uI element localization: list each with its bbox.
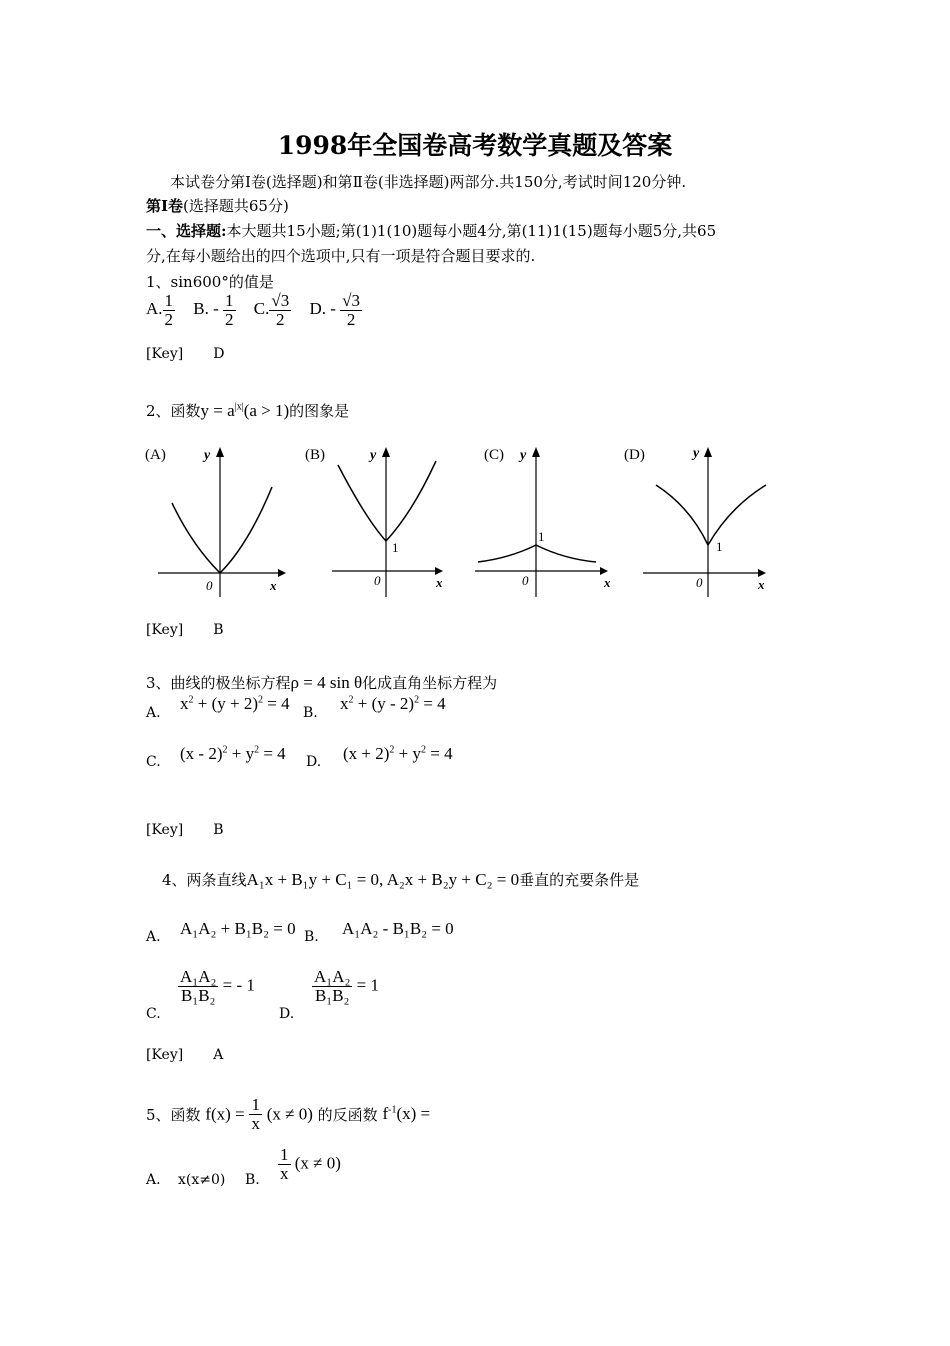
q3-option-b: $x^2 + (y - 2)^2 = 4$ bbox=[340, 694, 446, 713]
q4-label-c: C. bbox=[146, 1006, 161, 1022]
graph-c-x-label: x bbox=[604, 575, 611, 590]
graph-c-y-arrow bbox=[532, 447, 540, 457]
graph-b bbox=[305, 447, 443, 597]
graph-d-mark: 1 bbox=[716, 539, 723, 554]
graph-d-x-arrow bbox=[758, 569, 766, 577]
graph-d-y-arrow bbox=[704, 447, 712, 457]
q3-label-a: A. bbox=[146, 705, 161, 721]
graph-b-y-arrow bbox=[382, 447, 390, 457]
graph-a-y-label: y bbox=[204, 448, 211, 463]
part1-heading bbox=[146, 195, 289, 216]
q2-stem: 2、函数$y = a^{|x|}(a > 1)$的图象是 bbox=[146, 401, 350, 420]
q5-stem: 5、函数 f(x) = $\frac{1}{x}$ (x ≠ 0) 的反函数 $f^{-1}(x)$ = bbox=[146, 1095, 431, 1133]
q4-key: [Key] A bbox=[146, 1047, 224, 1063]
graph-d-label: (D) bbox=[624, 447, 645, 463]
section1-line2: 分,在每小题给出的四个选项中,只有一项是符合题目要求的. bbox=[146, 247, 536, 265]
q3-option-d: $(x + 2)^2 + y^2 = 4$ bbox=[343, 744, 453, 763]
graph-a bbox=[145, 447, 286, 597]
graph-b-curve bbox=[338, 461, 436, 541]
section1-desc1: 本大题共15小题;第(1)1(10)题每小题4分,第(11)1(15)题每小题5分,共65 bbox=[226, 222, 717, 240]
intro-text: 本试卷分第Ⅰ卷(选择题)和第Ⅱ卷(非选择题)两部分.共150分,考试时间120分钟. bbox=[170, 173, 687, 191]
q2-graphs bbox=[140, 435, 780, 605]
q3-stem: 3、曲线的极坐标方程ρ = 4 sin θ化成直角坐标方程为 bbox=[146, 673, 498, 692]
q5-label-b: B. bbox=[245, 1172, 260, 1188]
q4-label-d: D. bbox=[279, 1006, 295, 1022]
q4-stem: 4、两条直线A₁x + B₁y + C₁ = 0, A₂x + B₂y + C₂ = 0垂直的充要条件是 bbox=[162, 870, 640, 889]
graph-a-y-arrow bbox=[216, 447, 224, 457]
graph-d bbox=[624, 446, 766, 597]
q1-key: [Key] D bbox=[146, 346, 225, 362]
graph-b-x-label: x bbox=[436, 575, 443, 590]
graph-b-mark: 1 bbox=[392, 540, 399, 555]
q1-option-c: C. $\frac{√3}{2}$ bbox=[253, 291, 290, 329]
graph-b-label: (B) bbox=[305, 447, 325, 463]
graph-b-x-arrow bbox=[435, 567, 443, 575]
q4-label-b: B. bbox=[304, 929, 319, 945]
graph-c-x-arrow bbox=[600, 567, 608, 575]
page-title: 1998年全国卷高考数学真题及答案 bbox=[277, 131, 673, 160]
graph-d-x-label: x bbox=[758, 577, 765, 592]
graph-a-x-arrow bbox=[278, 569, 286, 577]
q1-options bbox=[146, 292, 362, 329]
q3-label-b: B. bbox=[303, 705, 318, 721]
q4-option-a: A₁A₂ + B₁B₂ = 0 bbox=[180, 919, 296, 938]
q3-key: [Key] B bbox=[146, 822, 224, 838]
q4-label-a: A. bbox=[146, 929, 161, 945]
graph-c-y-label: y bbox=[520, 448, 527, 463]
section1-line1 bbox=[146, 220, 716, 241]
graph-c-origin: 0 bbox=[522, 573, 529, 588]
q1-option-a: A. $\frac{1}{2}$ bbox=[146, 291, 174, 329]
q1-option-d: D. - $\frac{√3}{2}$ bbox=[309, 291, 361, 329]
q4-option-c: $\frac{\text{A₁A₂}}{\text{B₁B₂}}$ = - 1 bbox=[180, 967, 255, 1005]
graph-c bbox=[475, 447, 611, 597]
q5-label-a: A. bbox=[146, 1172, 161, 1188]
part1-note: (选择题共65分) bbox=[183, 197, 289, 215]
q1-option-b: B. - $\frac{1}{2}$ bbox=[193, 291, 234, 329]
graph-d-y-label: y bbox=[693, 446, 700, 461]
q3-option-a: $x^2 + (y + 2)^2 = 4$ bbox=[180, 694, 290, 713]
q5-option-a: x(x≠0) bbox=[178, 1172, 226, 1188]
part1-title: 第Ⅰ卷 bbox=[146, 197, 184, 215]
q4-option-d: $\frac{\text{A₁A₂}}{\text{B₁B₂}}$ = 1 bbox=[314, 967, 380, 1005]
q3-label-c: C. bbox=[146, 754, 161, 770]
q3-label-d: D. bbox=[306, 754, 322, 770]
q4-option-b: A₁A₂ - B₁B₂ = 0 bbox=[342, 919, 454, 938]
graph-c-mark: 1 bbox=[538, 529, 545, 544]
graph-c-curve bbox=[478, 545, 596, 562]
graph-a-label: (A) bbox=[145, 447, 166, 463]
q3-option-c: $(x - 2)^2 + y^2 = 4$ bbox=[180, 744, 286, 763]
graph-a-curve bbox=[172, 487, 272, 573]
graph-a-x-label: x bbox=[270, 578, 277, 593]
graph-c-label: (C) bbox=[484, 447, 504, 463]
graph-d-origin: 0 bbox=[696, 575, 703, 590]
q5-option-b: $\frac{1}{x}$ (x ≠ 0) bbox=[280, 1145, 341, 1183]
q2-key: [Key] B bbox=[146, 622, 224, 638]
graph-b-y-label: y bbox=[370, 448, 377, 463]
graph-d-curve bbox=[656, 485, 766, 545]
graph-b-origin: 0 bbox=[374, 573, 381, 588]
graph-a-origin: 0 bbox=[206, 578, 213, 593]
q1-stem: 1、sin600°的值是 bbox=[146, 273, 274, 291]
section1-label: 一、选择题: bbox=[146, 222, 227, 240]
